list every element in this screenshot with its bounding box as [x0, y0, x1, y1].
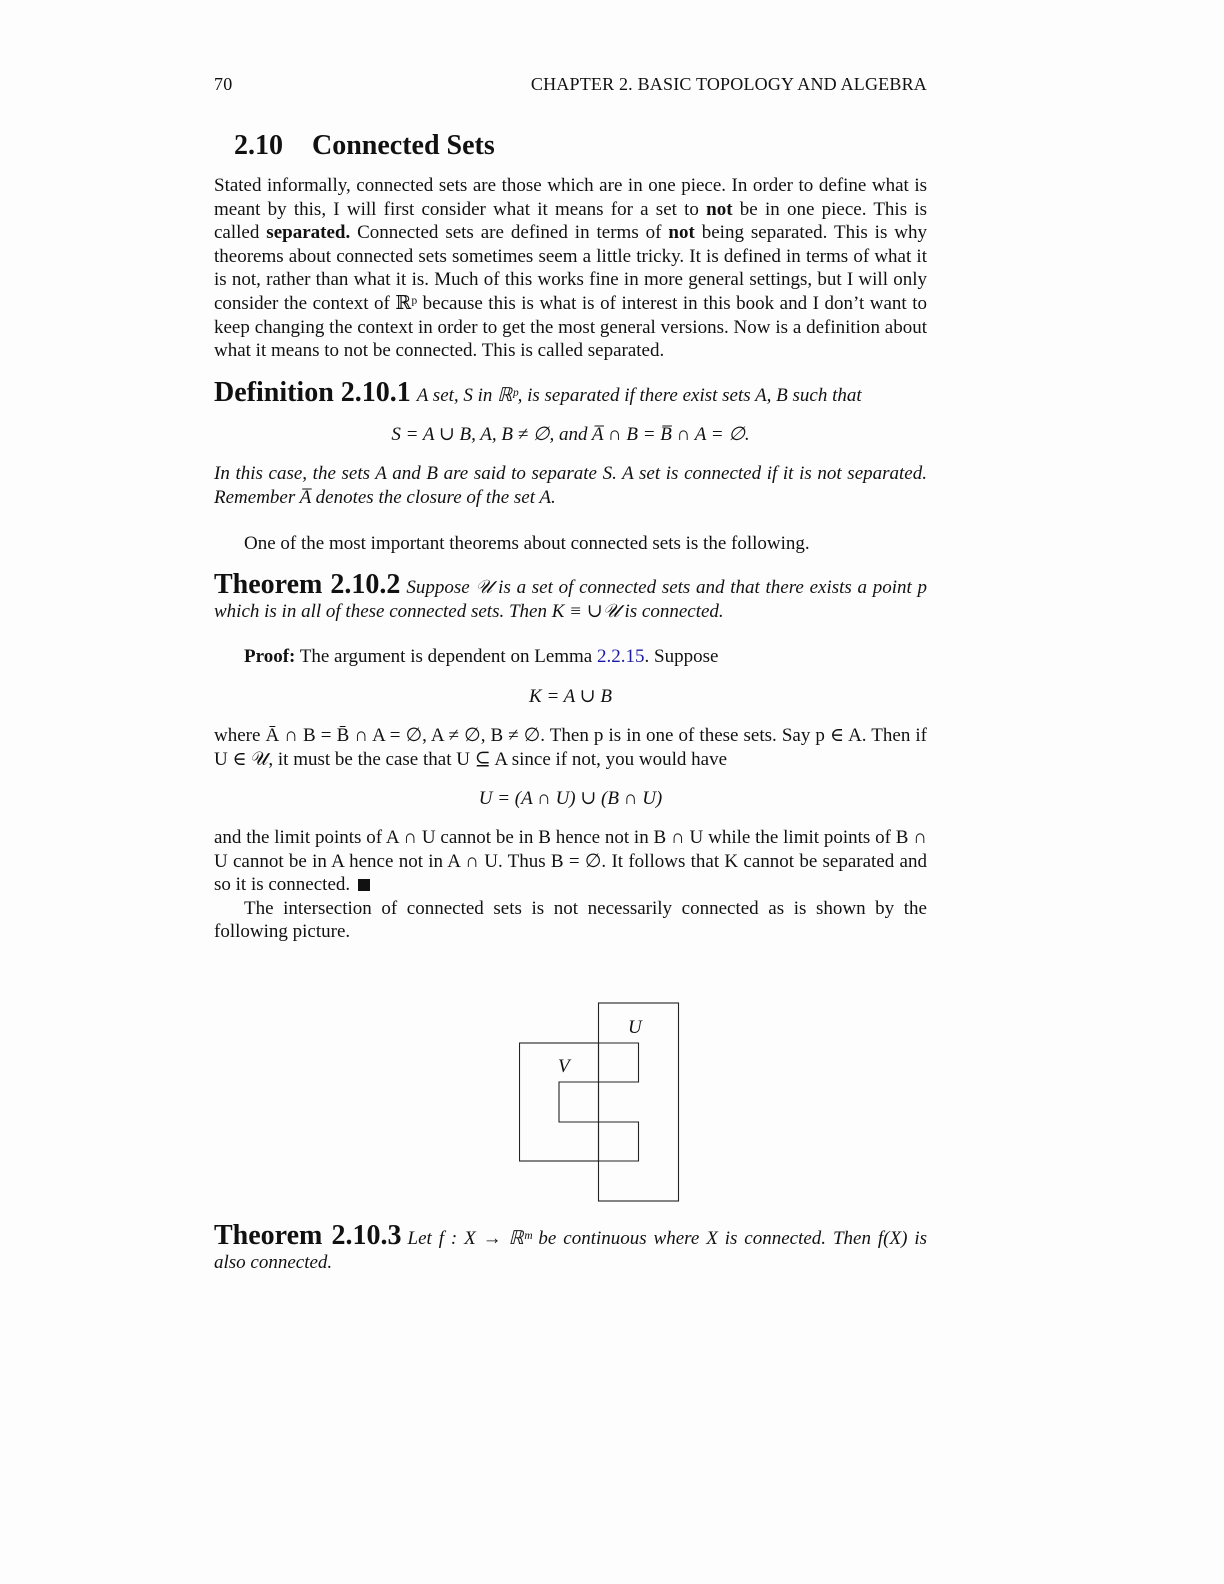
definition-block	[214, 376, 927, 510]
section-title: Connected Sets	[312, 130, 495, 161]
page	[214, 74, 928, 1273]
section-heading	[234, 130, 927, 162]
intro-paragraph: Stated informally, connected sets are those which are in one piece. In order to define what is meant by this, I will first consider what it means for a set to not be in one piece. This is called separated. Connected sets are defined in terms of not being separated. This is why theorems about connected sets sometimes seem a little tricky. It is defined in terms of what it is not, rather than what it is. Much of this works fine in more general settings, but I will only consider the context of ℝᵖ because this is what is of interest in this book and I don’t want to keep changing the context in order to get the most general versions. Now is a definition about what it means to not be connected. This is called separated.	[214, 175, 928, 362]
set-u-lower-notch	[599, 1122, 639, 1161]
label-u: U	[628, 1017, 642, 1038]
theorem-statement: Let f : X → ℝᵐ be continuous where X is connected. Then f(X) is also connected.	[214, 1228, 927, 1273]
proof-equation-2: U = (A ∩ U) ∪ (B ∩ U)	[478, 788, 663, 810]
theorem-label: Theorem 2.10.2	[214, 569, 401, 601]
definition-statement: A set, S in ℝᵖ, is separated if there exist sets A, B such that	[416, 384, 862, 406]
set-v-notch	[559, 1082, 599, 1122]
chapter-title: CHAPTER 2. BASIC TOPOLOGY AND ALGEBRA	[530, 74, 927, 94]
definition-label: Definition 2.10.1	[214, 376, 411, 408]
theorem-block-1	[214, 569, 927, 623]
set-u-upper-notch	[599, 1043, 639, 1082]
running-head	[214, 74, 927, 104]
definition-remark: In this case, the sets A and B are said to separate S. A set is connected if it is not separated. Remember A̅ denotes the closure of the set A.	[214, 463, 927, 508]
proof-block: Proof: The argument is dependent on Lemma 2.2.15. Suppose K = A ∪ B where Ā ∩ B = B̄ ∩ A = ∅, A ≠ ∅, B ≠ ∅. Then p is in one of these sets. Say p ∈ A. Then if U ∈ 𝒰, it must be the case that U ⊆ A since if not, you would have U = (A ∩ U) ∪ (B ∩ U) and the limit points of A ∩ U cannot be in B hence not in B ∩ U while the limit points of B ∩ U cannot be in A hence not in A ∩ U. Thus B = ∅. It follows that K cannot be separated and so it is connected. The intersection of connected sets is not necessarily connected as is shown by the following picture.	[214, 646, 927, 943]
connected-sets-figure	[519, 1002, 683, 1204]
qed-square-icon	[358, 879, 370, 891]
section-number: 2.10	[234, 130, 283, 161]
figure-svg	[519, 1002, 683, 1204]
transition-paragraph: One of the most important theorems about connected sets is the following.	[244, 532, 810, 554]
lemma-link[interactable]: 2.2.15	[597, 646, 645, 668]
definition-equation: S = A ∪ B, A, B ≠ ∅, and A̅ ∩ B = B̅ ∩ A = ∅.	[391, 424, 750, 446]
label-v: V	[558, 1056, 570, 1077]
intersection-paragraph: The intersection of connected sets is not necessarily connected as is shown by the following picture.	[214, 897, 927, 943]
page-number: 70	[214, 74, 233, 94]
theorem-statement: Suppose 𝒰 is a set of connected sets and that there exists a point p which is in all of these connected sets. Then K ≡ ∪𝒰 is connected.	[214, 577, 927, 622]
proof-paragraph-2: where Ā ∩ B = B̄ ∩ A = ∅, A ≠ ∅, B ≠ ∅. Then p is in one of these sets. Say p ∈ A. Then if U ∈ 𝒰, it must be the case that U ⊆ A since if not, you would have	[214, 724, 927, 770]
proof-label: Proof:	[244, 646, 296, 668]
proof-paragraph-3: and the limit points of A ∩ U cannot be in B hence not in B ∩ U while the limit points of B ∩ U cannot be in A hence not in A ∩ U. Thus B = ∅. It follows that K cannot be separated and so it is connected.	[214, 827, 927, 896]
theorem-block-2	[214, 1220, 927, 1274]
theorem-label: Theorem 2.10.3	[214, 1220, 402, 1251]
proof-equation-1: K = A ∪ B	[529, 685, 612, 707]
